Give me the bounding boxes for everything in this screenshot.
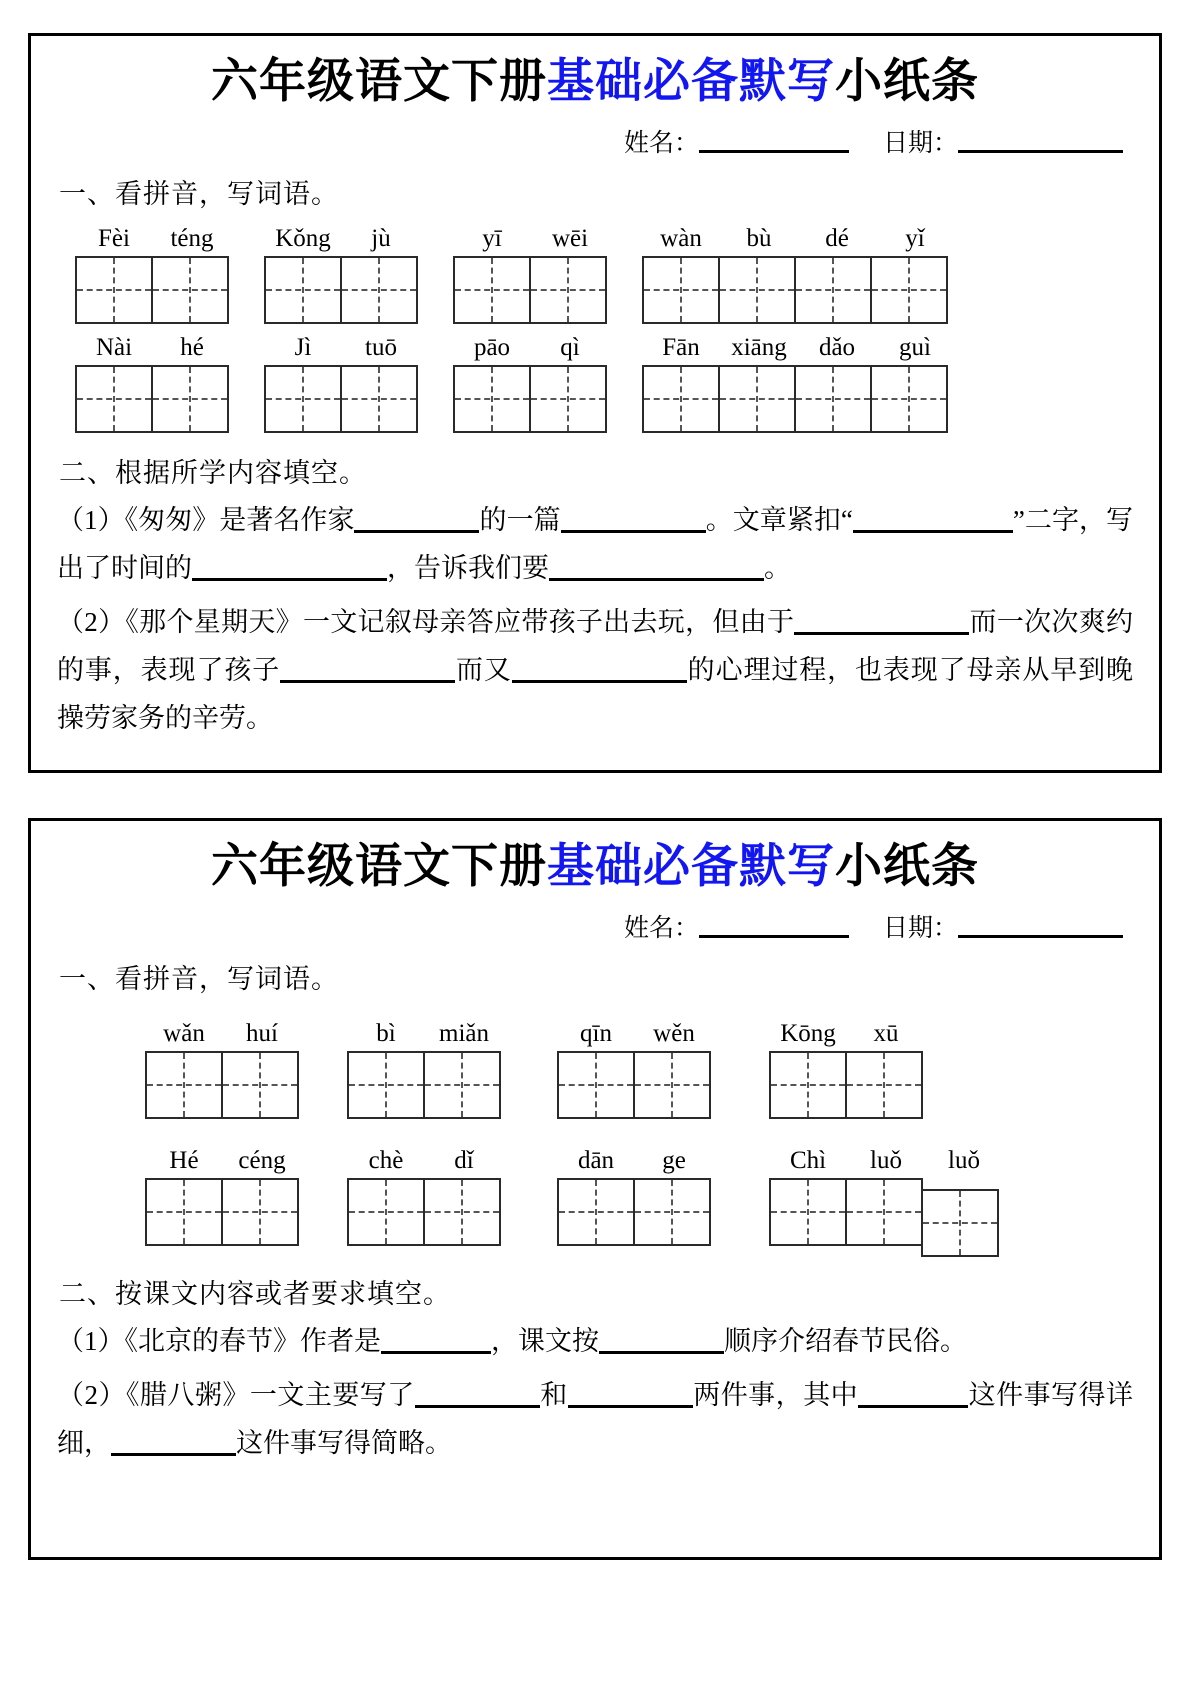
character-grid-cell[interactable] [264, 256, 342, 324]
pinyin-syllable: hé [180, 334, 204, 361]
pinyin-syllable: Chì [789, 1147, 827, 1174]
character-grid-cell[interactable] [347, 1178, 425, 1246]
pinyin-syllable: wàn [660, 225, 702, 252]
word-group [347, 1010, 503, 1119]
name-label: 姓名： [623, 130, 699, 157]
title-part2: 小纸条 [835, 839, 979, 894]
word-group [75, 215, 231, 324]
question-number: （2） [57, 607, 126, 637]
question-text: 《腊八粥》一文主要写了 [125, 1380, 415, 1410]
pinyin-syllable: pāo [473, 334, 511, 361]
name-input-blank[interactable] [699, 935, 849, 938]
title-part1: 六年级语文下册 [211, 839, 547, 894]
section-2-heading: 二、根据所学内容填空。 [59, 458, 367, 488]
pinyin-syllable: luǒ [870, 1147, 902, 1174]
name-date-row-1 [57, 123, 1133, 159]
pinyin-syllable: wěn [653, 1020, 695, 1047]
title-highlight: 基础必备默写 [547, 839, 835, 894]
word-group [264, 324, 420, 433]
question-text: 的一篇 [479, 505, 561, 535]
character-grid-cell[interactable] [151, 256, 229, 324]
pinyin-syllable: Jì [294, 334, 312, 361]
answer-blank[interactable] [192, 554, 387, 581]
name-label: 姓名： [623, 915, 699, 942]
name-input-blank[interactable] [699, 150, 849, 153]
character-grid-cell[interactable] [221, 1178, 299, 1246]
pinyin-syllable: xū [873, 1020, 899, 1047]
character-grid-cell[interactable] [794, 365, 872, 433]
question-2 [57, 598, 1133, 742]
character-grid-cell[interactable] [340, 256, 418, 324]
worksheet-card-1 [28, 33, 1162, 773]
answer-blank[interactable] [561, 506, 706, 533]
question-number: （1） [57, 1326, 125, 1356]
date-input-blank[interactable] [958, 150, 1123, 153]
word-group [642, 215, 954, 324]
pinyin-syllable: dǎo [818, 334, 856, 361]
character-grid-cell[interactable] [718, 256, 796, 324]
pinyin-syllable: miǎn [439, 1020, 489, 1047]
word-group [264, 215, 420, 324]
answer-blank[interactable] [794, 608, 969, 635]
character-grid-cell[interactable] [75, 256, 153, 324]
section-1-heading: 一、看拼音，写词语。 [59, 964, 339, 994]
question-1 [57, 1317, 1133, 1365]
word-group [642, 324, 954, 433]
word-group [557, 1137, 713, 1246]
page-title-1 [57, 54, 1133, 109]
character-grid-cell[interactable] [718, 365, 796, 433]
question-text: 。 [764, 553, 791, 583]
name-date-row-2 [57, 908, 1133, 944]
answer-blank[interactable] [599, 1327, 724, 1354]
character-grid-cell[interactable] [845, 1051, 923, 1119]
pinyin-syllable: Kǒng [275, 225, 331, 252]
word-group [557, 1010, 713, 1119]
word-group [145, 1137, 301, 1246]
character-grid-cell[interactable] [529, 365, 607, 433]
question-text: 的心理过程，也表现了母亲从早到晚操劳家务的辛劳。 [57, 655, 1134, 733]
answer-blank[interactable] [111, 1429, 236, 1456]
pinyin-grid-row-1 [57, 1010, 1133, 1115]
character-grid-cell[interactable] [453, 365, 531, 433]
pinyin-syllable: guì [899, 334, 931, 361]
question-number: （2） [57, 1380, 126, 1410]
question-text: 《匆匆》是著名作家 [124, 505, 355, 535]
question-text: 两件事，其中 [692, 1380, 859, 1410]
question-text: 这件事写得详细， [57, 1380, 1134, 1458]
answer-blank[interactable] [280, 656, 455, 683]
character-grid-cell[interactable] [870, 365, 948, 433]
answer-blank[interactable] [853, 506, 1013, 533]
word-group [769, 1010, 925, 1119]
word-group [769, 1137, 1003, 1257]
character-grid-cell[interactable] [423, 1051, 501, 1119]
question-number: （1） [57, 505, 125, 535]
pinyin-syllable: bì [376, 1020, 396, 1047]
character-grid-cell[interactable] [151, 365, 229, 433]
character-grid-cell[interactable] [347, 1051, 425, 1119]
section-2-heading: 二、按课文内容或者要求填空。 [59, 1279, 451, 1309]
pinyin-grid-row-2 [57, 1137, 1133, 1242]
question-text: 顺序介绍春节民俗。 [724, 1326, 967, 1356]
pinyin-syllable: Hé [169, 1147, 199, 1174]
word-group [347, 1137, 503, 1246]
answer-blank[interactable] [858, 1381, 968, 1408]
question-1 [57, 496, 1133, 592]
word-group [145, 1010, 301, 1119]
character-grid-cell[interactable] [870, 256, 948, 324]
pinyin-grid-row-2 [57, 324, 1133, 429]
answer-blank[interactable] [568, 1381, 693, 1408]
question-text: 和 [539, 1380, 568, 1410]
question-text: 《那个星期天》一文记叙母亲答应带孩子出去玩，但由于 [125, 607, 795, 637]
pinyin-syllable: wǎn [163, 1020, 205, 1047]
pinyin-syllable: Kōng [780, 1020, 836, 1047]
answer-blank[interactable] [381, 1327, 491, 1354]
pinyin-syllable: Fān [662, 334, 700, 361]
character-grid-cell[interactable] [453, 256, 531, 324]
answer-blank[interactable] [415, 1381, 540, 1408]
character-grid-cell[interactable] [794, 256, 872, 324]
character-grid-cell[interactable] [642, 365, 720, 433]
pinyin-syllable: yǐ [905, 225, 925, 252]
title-highlight: 基础必备默写 [547, 54, 835, 109]
pinyin-syllable: ge [662, 1147, 686, 1174]
section-1-heading: 一、看拼音，写词语。 [59, 179, 339, 209]
pinyin-syllable: jù [371, 225, 391, 252]
character-grid-cell[interactable] [921, 1189, 999, 1257]
word-group [75, 324, 231, 433]
title-part2: 小纸条 [835, 54, 979, 109]
word-group [453, 324, 609, 433]
character-grid-cell[interactable] [769, 1178, 847, 1246]
question-text: 。文章紧扣“ [705, 505, 853, 535]
character-grid-cell[interactable] [264, 365, 342, 433]
pinyin-syllable: dān [577, 1147, 615, 1174]
pinyin-syllable: bù [746, 225, 772, 252]
answer-blank[interactable] [549, 554, 764, 581]
pinyin-syllable: tuō [365, 334, 397, 361]
question-text: ，课文按 [491, 1326, 599, 1356]
character-grid-cell[interactable] [557, 1051, 635, 1119]
worksheet-card-2 [28, 818, 1162, 1560]
page-title-2 [57, 839, 1133, 894]
pinyin-syllable: yī [482, 225, 502, 252]
character-grid-cell[interactable] [75, 365, 153, 433]
pinyin-syllable: qīn [580, 1020, 612, 1047]
date-input-blank[interactable] [958, 935, 1123, 938]
date-label: 日期： [882, 130, 958, 157]
character-grid-cell[interactable] [529, 256, 607, 324]
question-text: 《北京的春节》作者是 [124, 1326, 381, 1356]
pinyin-syllable: xiāng [731, 334, 787, 361]
character-grid-cell[interactable] [633, 1178, 711, 1246]
pinyin-syllable: luǒ [948, 1147, 980, 1174]
character-grid-cell[interactable] [423, 1178, 501, 1246]
question-text: ，告诉我们要 [387, 553, 549, 583]
pinyin-syllable: wēi [551, 225, 589, 252]
date-label: 日期： [882, 915, 958, 942]
answer-blank[interactable] [354, 506, 479, 533]
word-group [453, 215, 609, 324]
pinyin-syllable: téng [170, 225, 214, 252]
character-grid-cell[interactable] [145, 1178, 223, 1246]
pinyin-grid-row-1 [57, 215, 1133, 320]
character-grid-cell[interactable] [145, 1051, 223, 1119]
pinyin-syllable: Nài [95, 334, 133, 361]
pinyin-syllable: Fèi [98, 225, 130, 252]
pinyin-syllable: dé [825, 225, 849, 252]
character-grid-cell[interactable] [769, 1051, 847, 1119]
title-part1: 六年级语文下册 [211, 54, 547, 109]
pinyin-syllable: chè [368, 1147, 404, 1174]
pinyin-syllable: dǐ [454, 1147, 474, 1174]
character-grid-cell[interactable] [340, 365, 418, 433]
question-2 [57, 1371, 1133, 1467]
character-grid-cell[interactable] [845, 1178, 923, 1246]
character-grid-cell[interactable] [557, 1178, 635, 1246]
character-grid-cell[interactable] [221, 1051, 299, 1119]
pinyin-syllable: qì [560, 334, 580, 361]
character-grid-cell[interactable] [642, 256, 720, 324]
pinyin-syllable: céng [238, 1147, 286, 1174]
pinyin-syllable: huí [246, 1020, 278, 1047]
question-text: ”二字，写出了时间的 [57, 505, 1134, 583]
character-grid-cell[interactable] [633, 1051, 711, 1119]
answer-blank[interactable] [512, 656, 687, 683]
question-text: 这件事写得简略。 [236, 1428, 452, 1458]
question-text: 而又 [455, 655, 512, 685]
question-text: 而一次次爽约的事，表现了孩子 [57, 607, 1134, 685]
